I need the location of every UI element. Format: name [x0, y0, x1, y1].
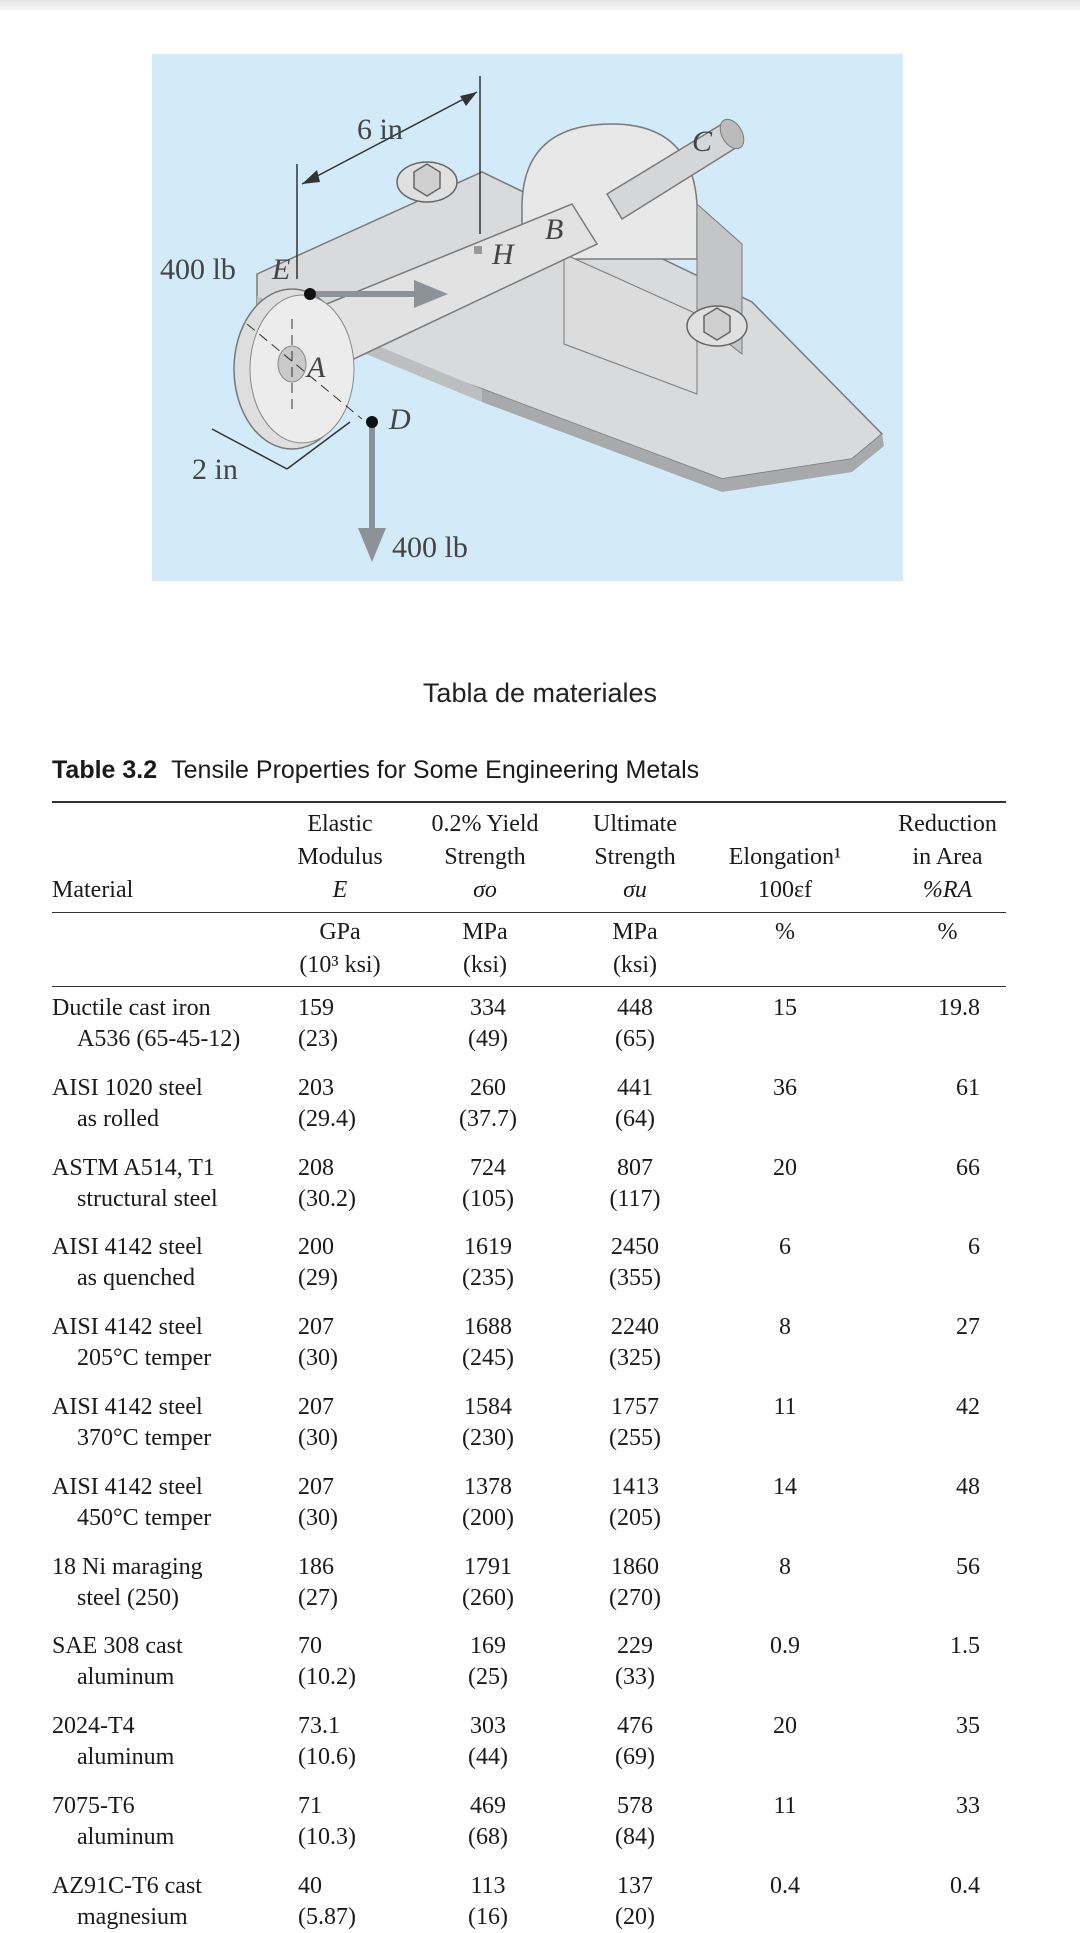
- cell-si-value: 113: [470, 1872, 506, 1899]
- cell-ksi-value: (29.4): [298, 1105, 356, 1132]
- header-material: Material: [52, 877, 134, 903]
- unit-ultimate: [580, 916, 690, 982]
- cell-ksi-value: (44): [468, 1744, 508, 1771]
- cell-ksi-value: (5.87): [298, 1903, 356, 1930]
- label-2in: 2 in: [192, 453, 238, 486]
- cell-ksi-value: (205): [609, 1504, 661, 1531]
- shaft-bearing-diagram: [152, 54, 903, 581]
- header-yield: [420, 808, 550, 907]
- material-condition: A536 (65-45-12): [77, 1026, 241, 1052]
- cell-si-value: 2240: [611, 1314, 659, 1341]
- cell-si-value: 303: [470, 1713, 506, 1740]
- cell-ksi-value: (69): [615, 1744, 655, 1771]
- material-condition: as quenched: [77, 1265, 195, 1292]
- cell-ksi-value: (255): [609, 1425, 661, 1451]
- cell-ksi-value: (64): [615, 1105, 655, 1132]
- cell-elongation: 15: [773, 995, 797, 1021]
- cell-si-value: 208: [298, 1154, 334, 1181]
- header-symbol: E: [332, 877, 348, 903]
- cell-ksi-value: (245): [462, 1345, 514, 1372]
- material-name: Ductile cast iron: [52, 995, 211, 1021]
- unit-text: (10³ ksi): [299, 952, 381, 978]
- material-condition: aluminum: [77, 1744, 175, 1771]
- table-title: [52, 756, 699, 785]
- unit-elongation: %: [775, 919, 795, 945]
- cell-elongation: 14: [773, 1473, 797, 1500]
- header-text: Strength: [594, 844, 676, 870]
- cell-elongation: 0.9: [770, 1633, 800, 1660]
- material-name: SAE 308 cast: [52, 1633, 183, 1660]
- cell-ksi-value: (37.7): [459, 1105, 517, 1132]
- unit-text: (ksi): [463, 952, 507, 978]
- label-force-e: 400 lb: [160, 253, 236, 286]
- material-condition: aluminum: [77, 1824, 175, 1850]
- cell-ksi-value: (16): [468, 1903, 508, 1930]
- material-condition: as rolled: [77, 1105, 159, 1132]
- material-condition: 450°C temper: [77, 1504, 212, 1531]
- header-text: Ultimate: [593, 811, 677, 837]
- cell-ksi-value: (325): [609, 1345, 661, 1372]
- cell-reduction: 61: [956, 1074, 980, 1101]
- cell-si-value: 1584: [464, 1394, 512, 1420]
- cell-ksi-value: (30): [298, 1425, 338, 1451]
- cell-si-value: 169: [470, 1633, 506, 1660]
- cell-reduction: 1.5: [950, 1633, 980, 1660]
- cell-ksi-value: (49): [468, 1026, 508, 1052]
- cell-ksi-value: (117): [609, 1185, 661, 1212]
- cell-ksi-value: (20): [615, 1903, 655, 1930]
- cell-si-value: 186: [298, 1553, 334, 1580]
- cell-reduction: 35: [956, 1713, 980, 1740]
- cell-si-value: 1378: [464, 1473, 512, 1500]
- cell-si-value: 71: [298, 1793, 322, 1819]
- label-point-c: C: [692, 125, 713, 158]
- unit-text: MPa: [462, 919, 508, 945]
- label-point-e: E: [272, 253, 291, 286]
- cell-si-value: 448: [617, 995, 653, 1021]
- header-text: Modulus: [297, 844, 383, 870]
- header-reduction: [890, 808, 1005, 907]
- cell-reduction: 56: [956, 1553, 980, 1580]
- unit-text: MPa: [612, 919, 658, 945]
- material-name: ASTM A514, T1: [52, 1154, 215, 1181]
- cell-ksi-value: (30): [298, 1345, 338, 1372]
- table-header-rule: [52, 912, 1006, 913]
- header-elongation: [715, 841, 855, 907]
- cell-si-value: 203: [298, 1074, 334, 1101]
- header-text: Elongation¹: [728, 844, 842, 870]
- unit-text: GPa: [319, 919, 361, 945]
- cell-ksi-value: (105): [462, 1185, 514, 1212]
- cell-elongation: 11: [773, 1793, 797, 1819]
- mechanical-figure: [152, 54, 903, 581]
- cell-ksi-value: (68): [468, 1824, 508, 1850]
- cell-si-value: 724: [470, 1154, 506, 1181]
- cell-si-value: 334: [470, 995, 506, 1021]
- cell-si-value: 159: [298, 995, 334, 1021]
- header-text: 100εf: [757, 877, 813, 903]
- material-condition: steel (250): [77, 1584, 179, 1611]
- material-name: AISI 4142 steel: [52, 1314, 203, 1341]
- header-symbol: %RA: [922, 877, 973, 903]
- bolt-right-nut: [704, 308, 730, 340]
- page-caption: Tabla de materiales: [422, 678, 658, 708]
- header-text: 0.2% Yield: [431, 811, 539, 837]
- cell-reduction: 0.4: [950, 1872, 980, 1899]
- label-point-b: B: [545, 213, 564, 246]
- cell-reduction: 19.8: [938, 995, 980, 1021]
- label-point-h: H: [492, 238, 514, 271]
- material-condition: aluminum: [77, 1664, 175, 1691]
- label-6in: 6 in: [357, 113, 403, 146]
- cell-si-value: 200: [298, 1234, 334, 1261]
- cell-si-value: 207: [298, 1314, 334, 1341]
- force-arrowhead-d: [358, 528, 386, 562]
- label-point-d: D: [389, 403, 411, 436]
- cell-si-value: 207: [298, 1473, 334, 1500]
- cell-ksi-value: (235): [462, 1265, 514, 1292]
- dim-arrowhead: [460, 92, 477, 106]
- cell-elongation: 6: [779, 1234, 791, 1261]
- cell-si-value: 73.1: [298, 1713, 340, 1740]
- cell-si-value: 137: [617, 1872, 653, 1899]
- cell-ksi-value: (200): [462, 1504, 514, 1531]
- cell-ksi-value: (27): [298, 1584, 338, 1611]
- cell-si-value: 70: [298, 1633, 322, 1660]
- header-symbol: σu: [623, 877, 647, 903]
- cell-ksi-value: (30): [298, 1504, 338, 1531]
- cell-elongation: 20: [773, 1713, 797, 1740]
- table-title-text: Tensile Properties for Some Engineering Metals: [171, 756, 700, 784]
- cell-reduction: 66: [956, 1154, 980, 1181]
- dim-arrowhead: [302, 170, 320, 184]
- cell-ksi-value: (260): [462, 1584, 514, 1611]
- header-text: Reduction: [898, 811, 997, 837]
- material-name: AISI 4142 steel: [52, 1473, 203, 1500]
- cell-reduction: 27: [956, 1314, 980, 1341]
- cell-ksi-value: (23): [298, 1026, 338, 1052]
- cell-si-value: 1688: [464, 1314, 512, 1341]
- cell-reduction: 42: [956, 1394, 980, 1420]
- cell-ksi-value: (30.2): [298, 1185, 356, 1212]
- cell-si-value: 1860: [611, 1553, 659, 1580]
- cell-elongation: 0.4: [770, 1872, 800, 1899]
- material-condition: 370°C temper: [77, 1425, 212, 1451]
- cell-elongation: 20: [773, 1154, 797, 1181]
- material-condition: magnesium: [77, 1903, 188, 1930]
- cell-si-value: 469: [470, 1793, 506, 1819]
- cell-ksi-value: (25): [468, 1664, 508, 1691]
- cell-si-value: 1413: [611, 1473, 659, 1500]
- cell-reduction: 6: [968, 1234, 980, 1261]
- cell-si-value: 578: [617, 1793, 653, 1819]
- cell-si-value: 441: [617, 1074, 653, 1101]
- point-h-mark: [474, 246, 482, 254]
- cell-si-value: 40: [298, 1872, 322, 1899]
- material-name: 18 Ni maraging: [52, 1553, 203, 1580]
- table-number: Table 3.2: [52, 756, 158, 784]
- cell-ksi-value: (230): [462, 1425, 514, 1451]
- cell-ksi-value: (10.6): [298, 1744, 356, 1771]
- material-name: AISI 1020 steel: [52, 1074, 203, 1101]
- unit-text: (ksi): [613, 952, 657, 978]
- header-ultimate: [580, 808, 690, 907]
- table-top-rule: [52, 801, 1006, 803]
- cell-si-value: 1791: [464, 1553, 512, 1580]
- point-d-dot: [366, 416, 378, 428]
- cell-ksi-value: (65): [615, 1026, 655, 1052]
- cell-si-value: 2450: [611, 1234, 659, 1261]
- material-name: AZ91C-T6 cast: [52, 1872, 202, 1899]
- cell-elongation: 8: [779, 1314, 791, 1341]
- unit-modulus: [290, 916, 390, 982]
- cell-si-value: 476: [617, 1713, 653, 1740]
- cell-si-value: 260: [470, 1074, 506, 1101]
- unit-reduction: %: [937, 919, 958, 945]
- header-text: in Area: [912, 844, 983, 870]
- header-modulus: [290, 808, 390, 907]
- cell-elongation: 36: [773, 1074, 797, 1101]
- header-text: Strength: [444, 844, 526, 870]
- cell-reduction: 48: [956, 1473, 980, 1500]
- cell-reduction: 33: [956, 1793, 980, 1819]
- bolt-left-nut: [414, 164, 440, 196]
- material-name: 2024-T4: [52, 1713, 135, 1740]
- cell-si-value: 207: [298, 1394, 334, 1420]
- cell-ksi-value: (355): [609, 1265, 661, 1292]
- header-text: Elastic: [307, 811, 373, 837]
- cell-si-value: 1619: [464, 1234, 512, 1261]
- cell-elongation: 11: [773, 1394, 797, 1420]
- cell-si-value: 807: [617, 1154, 653, 1181]
- cell-ksi-value: (10.3): [298, 1824, 356, 1850]
- material-condition: 205°C temper: [77, 1345, 212, 1372]
- cell-ksi-value: (33): [615, 1664, 655, 1691]
- label-force-d: 400 lb: [392, 531, 468, 564]
- point-e-dot: [304, 288, 316, 300]
- material-name: AISI 4142 steel: [52, 1234, 203, 1261]
- cell-si-value: 229: [617, 1633, 653, 1660]
- table-units-rule: [52, 986, 1006, 987]
- cell-ksi-value: (10.2): [298, 1664, 356, 1691]
- material-name: AISI 4142 steel: [52, 1394, 203, 1420]
- cell-ksi-value: (29): [298, 1265, 338, 1292]
- cell-elongation: 8: [779, 1553, 791, 1580]
- page-top-shadow: [0, 0, 1080, 10]
- material-condition: structural steel: [77, 1185, 218, 1212]
- cell-si-value: 1757: [611, 1394, 659, 1420]
- header-symbol: σo: [473, 877, 497, 903]
- cell-ksi-value: (270): [609, 1584, 661, 1611]
- unit-yield: [420, 916, 550, 982]
- material-name: 7075-T6: [52, 1793, 135, 1819]
- label-point-a: A: [307, 351, 326, 384]
- cell-ksi-value: (84): [615, 1824, 655, 1850]
